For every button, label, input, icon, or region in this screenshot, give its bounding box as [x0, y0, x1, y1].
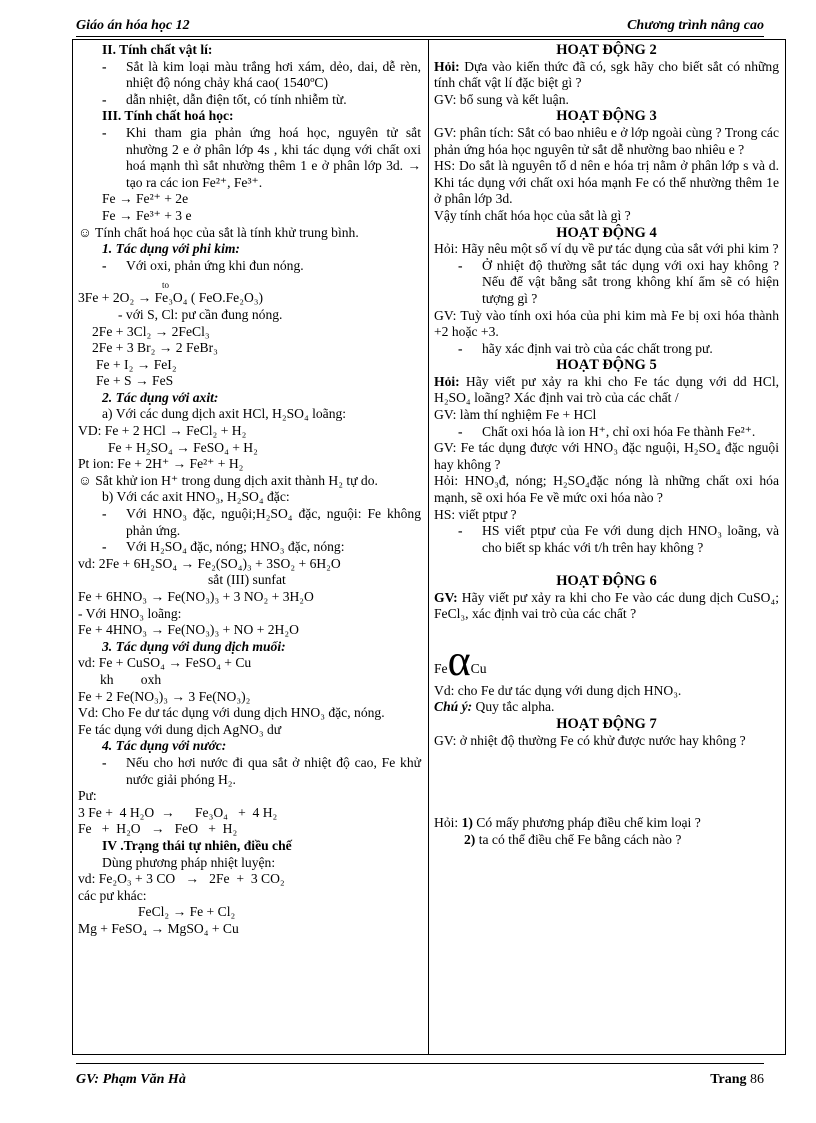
teacher-note: GV: làm thí nghiệm Fe + HCl [434, 407, 597, 423]
teacher-text: Hãy viết pư xảy ra khi cho Fe vào các dung dịch CuSO₄; FeCl₃, xác định vai trò của các chất ? [434, 589, 779, 622]
page-word: Trang [710, 1072, 747, 1087]
note-text: Quy tắc alpha. [472, 699, 555, 715]
lesson-table [72, 39, 786, 1055]
text-line: Vd: Cho Fe dư tác dụng với dung dịch HNO₃ đặc, nóng. [78, 705, 385, 721]
section-title: IV .Trạng thái tự nhiên, điều chế [102, 837, 292, 853]
activity-title: HOẠT ĐỘNG 4 [556, 224, 657, 241]
equation: 2Fe + 3 Br₂ → 2 FeBr₃ [92, 340, 218, 356]
page-number [710, 1072, 764, 1089]
subsection-title: 4. Tác dụng với nước: [102, 738, 227, 754]
teacher-note: GV: phân tích: Sắt có bao nhiêu e ở lớp ngoài cùng ? Trong các phản ứng hóa học nguyên tử sắt dễ nhường bao nhiêu e ? [434, 124, 779, 157]
spacer [434, 749, 779, 815]
list-item: - với S, Cl: pư cần đung nóng. [118, 306, 283, 322]
question-label: Hỏi: [434, 58, 460, 74]
teacher-note: GV: Tuỳ vào tính oxi hóa của phi kim mà Fe bị oxi hóa thành +2 hoặc +3. [434, 307, 779, 340]
note-label: Chú ý: [434, 699, 473, 715]
text-line: Pư: [78, 788, 97, 804]
page-num: 86 [750, 1072, 764, 1087]
question [434, 59, 779, 92]
question-number: 1) [461, 815, 473, 831]
spacer [434, 556, 779, 573]
text-line: Fe tác dụng với dung dịch AgNO₃ dư [78, 721, 282, 737]
text-line: Dùng phương pháp nhiệt luyện: [102, 854, 276, 870]
subsection-title: 3. Tác dụng với dung dịch muối: [102, 638, 286, 654]
question-text: Có mấy phương pháp điều chế kim loại ? [472, 815, 701, 831]
equation: 3Fe + 2O₂ → Fe₃O₄ ( FeO.Fe₂O₃) [78, 290, 264, 306]
equation: vd: 2Fe + 6H₂SO₄ → Fe₂(SO₄)₃ + 3SO₂ + 6H₂O [78, 555, 341, 571]
question-text: Hãy viết pư xảy ra khi cho Fe tác dụng với dd HCl, H₂SO₄ loãng? Xác định vai trò của các chất / [434, 373, 779, 406]
alpha-cu: Cu [470, 660, 487, 676]
question [434, 374, 779, 407]
section-title: II. Tính chất vật lí: [102, 42, 213, 57]
list-item: - hãy xác định vai trò của các chất trong pư. [434, 341, 779, 358]
list-item: - Với oxi, phản ứng khi đun nóng. [78, 258, 421, 275]
question-text: ta có thể điều chế Fe bằng cách nào ? [475, 831, 682, 847]
equation: vd: Fe₂O₃ + 3 CO → 2Fe + 3 CO₂ [78, 871, 285, 887]
list-item: - HS viết ptpư của Fe với dung dịch HNO₃ loãng, và cho biết sp khác với t/h trên hay không ? [434, 523, 779, 556]
teacher-note: GV: ở nhiệt độ thường Fe có khử được nước hay không ? [434, 732, 746, 748]
equation: Fe → Fe²⁺ + 2e [102, 191, 189, 207]
role-labels: kh oxh [100, 671, 162, 687]
header-left: Giáo án hóa học 12 [76, 18, 190, 33]
equation: 3 Fe + 4 H₂O → Fe₃O₄ + 4 H₂ [78, 804, 278, 820]
equation: Fe + 4HNO₃ → Fe(NO₃)₃ + NO + 2H₂O [78, 622, 299, 638]
student-note: HS: Do sắt là nguyên tố d nên e hóa trị nằm ở phân lớp s và d. Khi tác dụng với chất oxi hóa mạnh Fe có thể nhường thêm 1e ở phân lớp 3d. [434, 158, 779, 207]
ion-equation: Pt ion: Fe + 2H⁺ → Fe²⁺ + H₂ [78, 456, 244, 472]
spacer [434, 623, 779, 641]
list-item: - Với H₂SO₄ đặc, nóng; HNO₃ đặc, nóng: [78, 539, 421, 556]
example: Vd: cho Fe dư tác dụng với dung dịch HNO₃. [434, 682, 682, 698]
teacher-note: GV: bổ sung và kết luận. [434, 91, 569, 107]
subsection-b: b) Với các axit HNO₃, H₂SO₄ đặc: [102, 489, 290, 505]
activity-title: HOẠT ĐỘNG 2 [556, 42, 657, 58]
equation: Fe + H₂SO₄ → FeSO₄ + H₂ [108, 439, 258, 455]
page-footer [76, 1063, 764, 1092]
question-text: Dựa vào kiến thức đã có, sgk hãy cho biết sắt có những tính chất vật lí đặc biệt gì ? [434, 58, 779, 91]
subsection-title: 1. Tác dụng với phi kim: [102, 241, 240, 257]
alpha-symbol: α [447, 635, 471, 685]
equation: Fe + S → FeS [96, 373, 174, 389]
subsection-title: 2. Tác dụng với axit: [102, 389, 219, 405]
student-note: HS: viết ptpư ? [434, 506, 517, 522]
question-label: Hỏi: [434, 815, 459, 831]
question-number: 2) [464, 831, 476, 847]
list-item: - dẫn nhiệt, dẫn điện tốt, có tính nhiễm từ. [78, 92, 421, 109]
page-header [76, 18, 764, 37]
list-item: - Nếu cho hơi nước đi qua sắt ở nhiệt độ cao, Fe khử nước giải phóng H₂. [78, 755, 421, 788]
temperature-label: to [162, 280, 170, 291]
text-line: các pư khác: [78, 887, 147, 903]
list-item: - Khi tham gia phản ứng hoá học, nguyên tử sắt nhường 2 e ở phân lớp 4s , khi tác dụng với chất oxi hoá mạnh thì sắt nhường thêm 1 e ở phân lớp 3d. → tạo ra các ion Fe²⁺, Fe³⁺. [78, 125, 421, 191]
alpha-rule [434, 635, 779, 685]
equation: Fe + 2 Fe(NO₃)₃ → 3 Fe(NO₃)₂ [78, 688, 251, 704]
alpha-fe: Fe [434, 660, 448, 676]
teacher-label: GV: [434, 589, 458, 605]
list-item: - Sắt là kim loại màu trắng hơi xám, dẻo, dai, dễ rèn, nhiệt độ nóng chảy khá cao( 1540ºC) [78, 59, 421, 92]
equation: Fe + 6HNO₃ → Fe(NO₃)₃ + 3 NO₂ + 3H₂O [78, 589, 314, 604]
equation: FeCl₂ → Fe + Cl₂ [138, 904, 236, 920]
content-column [78, 42, 421, 937]
question [434, 832, 779, 849]
list-item: - Chất oxi hóa là ion H⁺, chỉ oxi hóa Fe thành Fe²⁺. [434, 424, 779, 441]
conclusion: ☺ Tính chất hoá học của sắt là tính khử trung bình. [78, 224, 359, 240]
equation: Fe + H₂O → FeO + H₂ [78, 821, 238, 837]
activity-title: HOẠT ĐỘNG 5 [556, 357, 657, 374]
activity-column [434, 42, 779, 848]
text-line: - Với HNO₃ loãng: [78, 605, 182, 621]
equation: vd: Fe + CuSO₄ → FeSO₄ + Cu [78, 655, 252, 671]
equation: Fe + I₂ → FeI₂ [96, 356, 177, 372]
equation: Mg + FeSO₄ → MgSO₄ + Cu [78, 920, 239, 936]
activity-title: HOẠT ĐỘNG 6 [556, 573, 657, 589]
column-divider [428, 40, 429, 1054]
equation: VD: Fe + 2 HCl → FeCl₂ + H₂ [78, 423, 247, 439]
footer-author: GV: Phạm Văn Hà [76, 1072, 186, 1087]
section-title: III. Tính chất hoá học: [102, 108, 234, 124]
activity-title: HOẠT ĐỘNG 3 [556, 108, 657, 125]
question [434, 815, 779, 832]
question-label: Hỏi: [434, 373, 460, 389]
product-label: sắt (III) sunfat [208, 572, 286, 588]
question: Hỏi: Hãy nêu một số ví dụ về pư tác dụng của sắt với phi kim ? [434, 241, 779, 257]
header-right: Chương trình nâng cao [627, 18, 764, 33]
activity-title: HOẠT ĐỘNG 7 [556, 715, 657, 732]
teacher-note [434, 590, 779, 623]
note [434, 699, 779, 716]
list-item: - Ở nhiệt độ thường sắt tác dụng với oxi hay không ? Nếu để vật bằng sắt trong không khí ẩm sẽ có hiện tượng gì ? [434, 258, 779, 308]
list-item: - Với HNO₃ đặc, nguội;H₂SO₄ đặc, nguội: Fe không phản ứng. [78, 506, 421, 539]
equation: Fe → Fe³⁺ + 3 e [102, 207, 192, 223]
equation: 2Fe + 3Cl₂ → 2FeCl₃ [92, 323, 210, 339]
question: Hỏi: HNO₃đ, nóng; H₂SO₄đặc nóng là những chất oxi hóa mạnh, sẽ oxi hóa Fe về mức oxi hóa nào ? [434, 473, 779, 506]
subsection-a: a) Với các dung dịch axit HCl, H₂SO₄ loãng: [102, 406, 347, 422]
note: ☺ Sắt khử ion H⁺ trong dung dịch axit thành H₂ tự do. [78, 472, 378, 488]
question: Vậy tính chất hóa học của sắt là gì ? [434, 207, 631, 223]
teacher-note: GV: Fe tác dụng được với HNO₃ đặc nguội, H₂SO₄ đặc nguội hay không ? [434, 440, 779, 472]
